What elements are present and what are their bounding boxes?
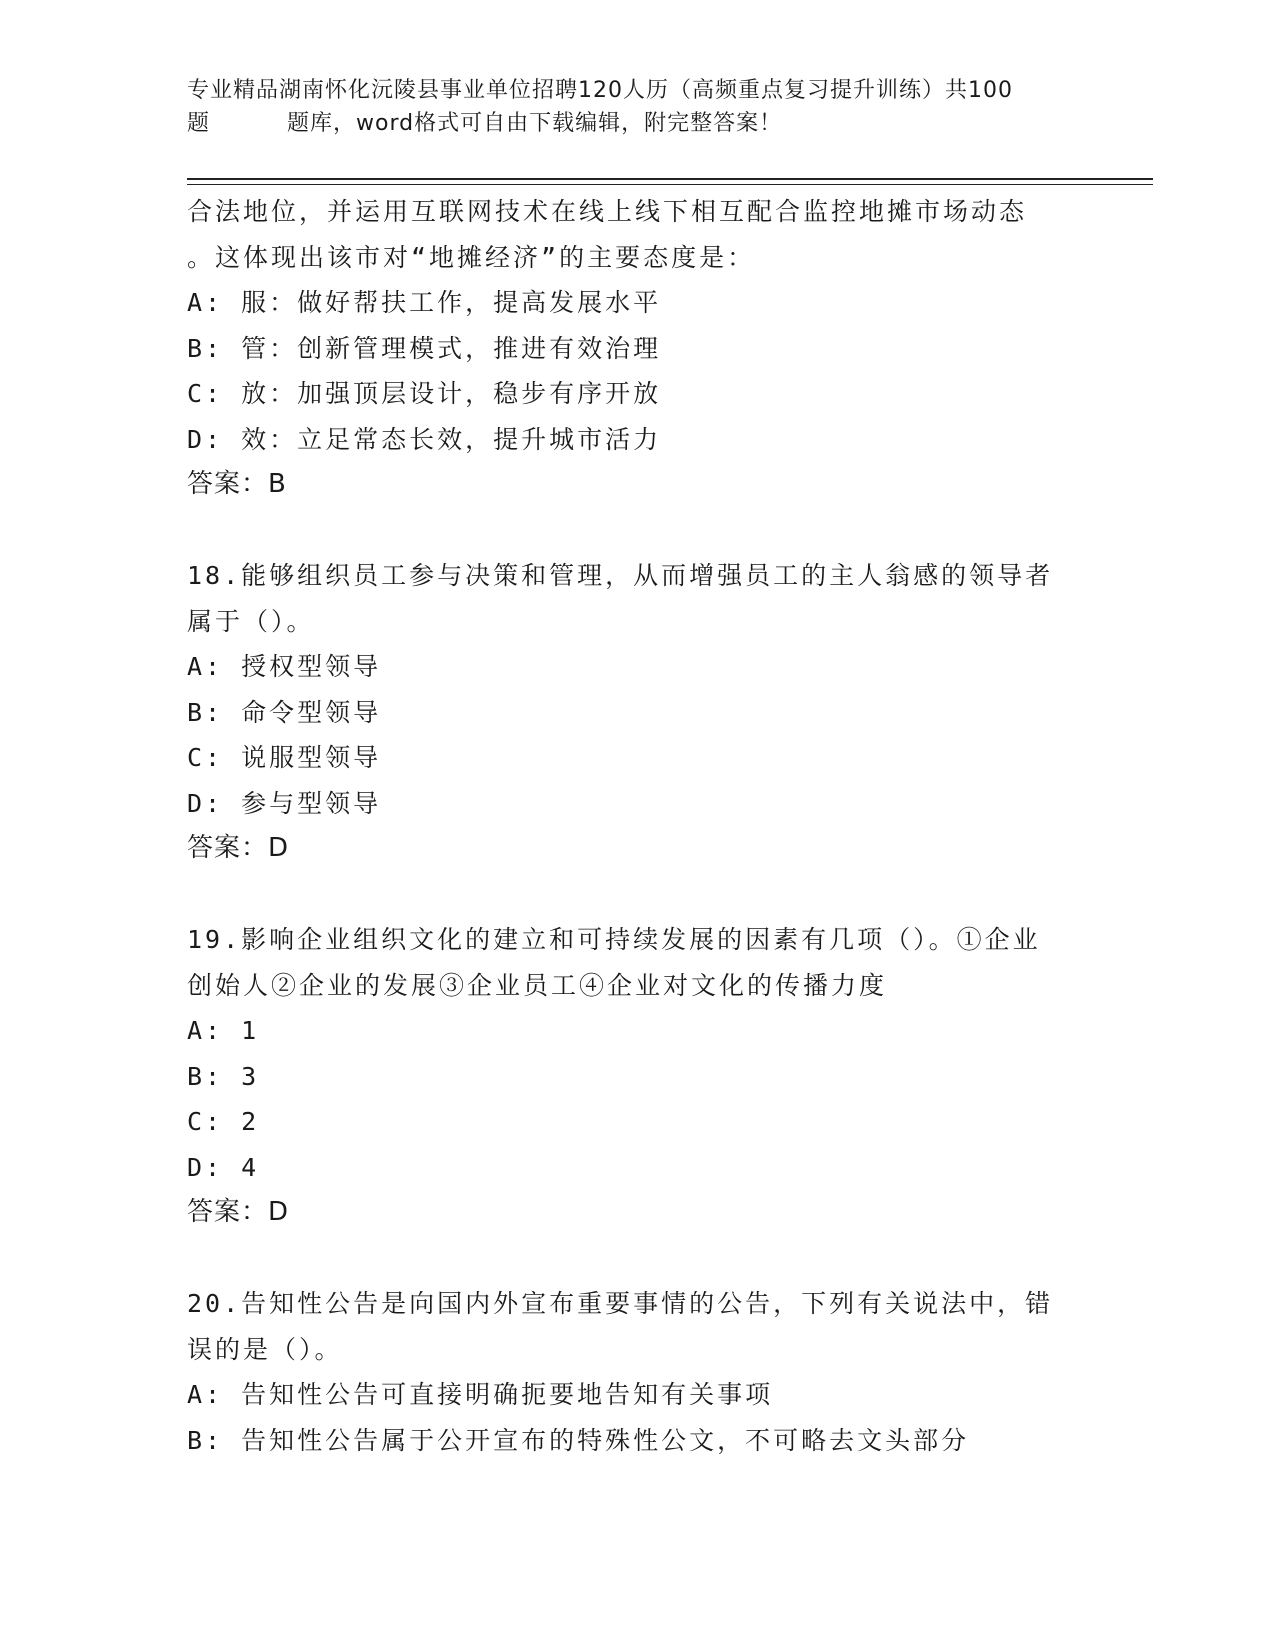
header-title-line-2 — [187, 107, 1087, 140]
question-stem-line: 。这体现出该市对“地摊经济”的主要态度是： — [187, 242, 756, 272]
option-d: D: 4 — [187, 1152, 260, 1182]
question-spacer — [187, 1236, 1087, 1282]
question-stem-line: 20.告知性公告是向国内外宣布重要事情的公告，下列有关说法中，错 — [187, 1289, 1054, 1318]
option-c: C: 说服型领导 — [187, 743, 382, 772]
option-a: A: 服：做好帮扶工作，提高发展水平 — [187, 288, 662, 317]
document-header — [187, 74, 1087, 140]
question-20 — [187, 1281, 1087, 1463]
option-b: B: 命令型领导 — [187, 697, 382, 727]
header-title-line-2-left: 题 — [187, 111, 211, 136]
question-stem-line: 合法地位，并运用互联网技术在线上线下相互配合监控地摊市场动态 — [187, 197, 1028, 226]
option-b: B: 管：创新管理模式，推进有效治理 — [187, 333, 662, 363]
question-stem-line: 误的是（）。 — [187, 1334, 343, 1364]
question-spacer — [187, 872, 1087, 918]
option-a: A: 告知性公告可直接明确扼要地告知有关事项 — [187, 1380, 774, 1409]
question-19 — [187, 917, 1087, 1236]
option-a: A: 授权型领导 — [187, 652, 382, 681]
option-a: A: 1 — [187, 1016, 260, 1045]
header-divider-thin — [187, 184, 1153, 185]
option-b: B: 告知性公告属于公开宣布的特殊性公文，不可略去文头部分 — [187, 1425, 970, 1455]
question-stem-line: 属于（）。 — [187, 606, 315, 636]
header-divider-thick — [187, 178, 1153, 180]
option-c: C: 2 — [187, 1107, 260, 1136]
question-17 — [187, 189, 1087, 508]
question-stem-line: 19.影响企业组织文化的建立和可持续发展的因素有几项（）。①企业 — [187, 925, 1041, 954]
option-b: B: 3 — [187, 1061, 260, 1091]
question-content — [187, 189, 1087, 1463]
header-title-line-1: 专业精品湖南怀化沅陵县事业单位招聘120人历（高频重点复习提升训练）共100 — [187, 78, 1013, 103]
answer: 答案：B — [187, 469, 287, 499]
option-d: D: 参与型领导 — [187, 788, 382, 818]
question-18 — [187, 553, 1087, 872]
question-spacer — [187, 508, 1087, 554]
answer: 答案：D — [187, 1197, 290, 1227]
option-d: D: 效：立足常态长效，提升城市活力 — [187, 424, 662, 454]
header-title-line-2-right: 题库，word格式可自由下载编辑，附完整答案！ — [287, 111, 783, 136]
answer: 答案：D — [187, 833, 290, 863]
question-stem-line: 18.能够组织员工参与决策和管理，从而增强员工的主人翁感的领导者 — [187, 561, 1054, 590]
question-stem-line: 创始人②企业的发展③企业员工④企业对文化的传播力度 — [187, 970, 888, 1000]
option-c: C: 放：加强顶层设计，稳步有序开放 — [187, 379, 662, 408]
